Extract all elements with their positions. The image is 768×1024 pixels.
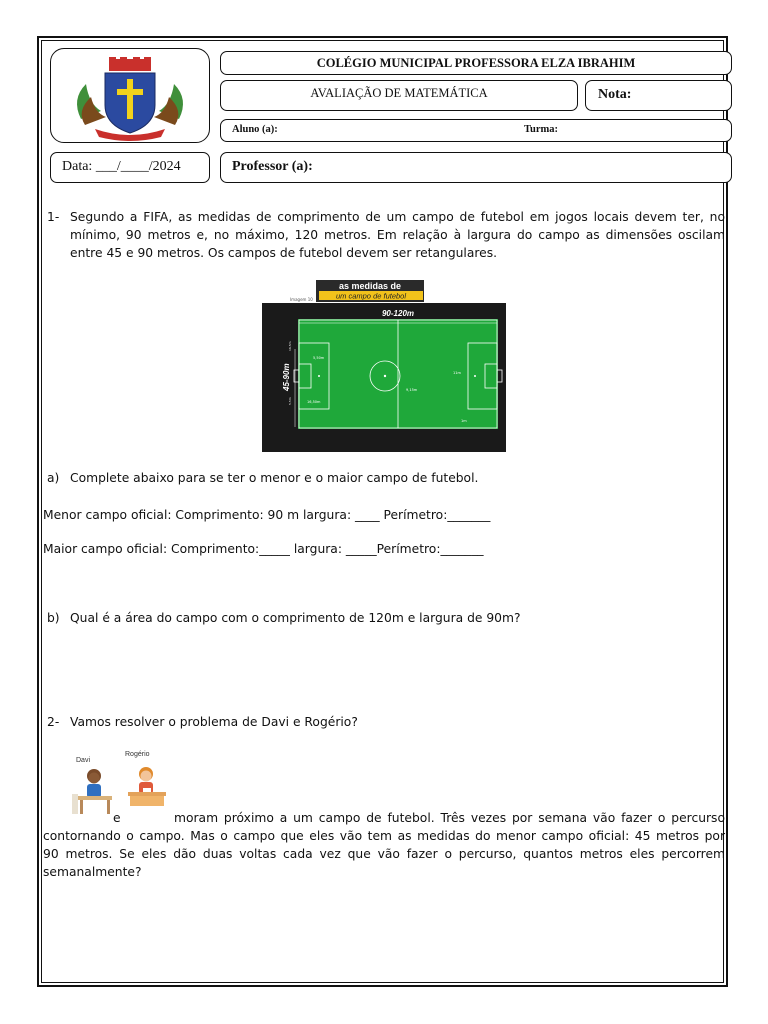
student-label: Aluno (a): — [232, 124, 278, 135]
kids-and-word: e — [113, 811, 121, 825]
kid-davi-name: Davi — [76, 757, 91, 764]
question-1-line-1: Segundo a FIFA, as medidas de comprimento de um campo de futebol em jogos locais devem ter, no — [70, 210, 725, 224]
coat-of-arms-logo — [51, 49, 209, 142]
question-2-line-2: contornando o campo. Mas o campo que eles vão tem as medidas do menor campo oficial: 45 metros por — [43, 829, 725, 843]
image-caption: Imagem 10 — [290, 297, 313, 302]
dim-label-2: 16,50m — [307, 400, 321, 404]
exam-title-box — [220, 80, 578, 111]
width-label: 45-90m — [282, 363, 291, 391]
item-b-text: Qual é a área do campo com o comprimento de 120m e largura de 90m? — [70, 611, 521, 625]
date-label: Data: ___/____/2024 — [62, 159, 181, 174]
teacher-label: Professor (a): — [232, 159, 313, 174]
question-1-number: 1- — [47, 210, 60, 224]
school-name-box — [220, 51, 732, 75]
dim-label-1: 5,50m — [313, 356, 325, 360]
largest-field-line: Maior campo oficial: Comprimento:_____ largura: _____Perímetro:_______ — [43, 542, 484, 556]
class-label: Turma: — [524, 124, 559, 135]
dim-label-3: 9,15m — [406, 388, 418, 392]
item-a-text: Complete abaixo para se ter o menor e o maior campo de futebol. — [70, 471, 479, 485]
question-2-title: Vamos resolver o problema de Davi e Rogério? — [70, 715, 358, 729]
question-1-line-3: entre 45 e 90 metros. Os campos de futebol devem ser retangulares. — [70, 246, 498, 260]
date-box[interactable] — [50, 152, 210, 183]
kids-illustration — [68, 748, 176, 820]
item-a-label: a) — [47, 471, 60, 485]
question-2-line-3: 90 metros. Se eles dão duas voltas cada vez que vão fazer o percurso, quantos metros eles percorrem — [43, 847, 725, 861]
smallest-field-line: Menor campo oficial: Comprimento: 90 m largura: ____ Perímetro:_______ — [43, 508, 491, 522]
exam-title: AVALIAÇÃO DE MATEMÁTICA — [310, 86, 488, 100]
question-1-line-2: mínimo, 90 metros e, no máximo, 120 metros. Em relação à largura do campo as dimensões oscilam — [70, 228, 725, 242]
question-2-number: 2- — [47, 715, 60, 729]
student-box[interactable] — [220, 119, 732, 142]
soccer-field-image — [261, 279, 506, 452]
school-name: COLÉGIO MUNICIPAL PROFESSORA ELZA IBRAHIM — [316, 56, 636, 70]
grade-label: Nota: — [598, 87, 632, 102]
kid-rogerio-name: Rogério — [125, 751, 150, 758]
question-2-line-1: moram próximo a um campo de futebol. Três vezes por semana vão fazer o percurso — [174, 811, 725, 825]
logo-box — [50, 48, 210, 143]
grade-box[interactable] — [585, 80, 732, 111]
banner-title: as medidas de — [338, 281, 402, 291]
length-label: 90-120m — [381, 309, 415, 318]
dim-label-4: 11m — [453, 371, 461, 375]
banner-subtitle: um campo de futebol — [335, 291, 407, 301]
dim-label-7: 5,5m — [288, 397, 292, 405]
dim-label-5: 1m — [461, 419, 467, 423]
item-b-label: b) — [47, 611, 60, 625]
question-2-line-4: semanalmente? — [43, 865, 142, 879]
teacher-box[interactable] — [220, 152, 732, 183]
dim-label-6: 16,5m — [288, 341, 292, 351]
